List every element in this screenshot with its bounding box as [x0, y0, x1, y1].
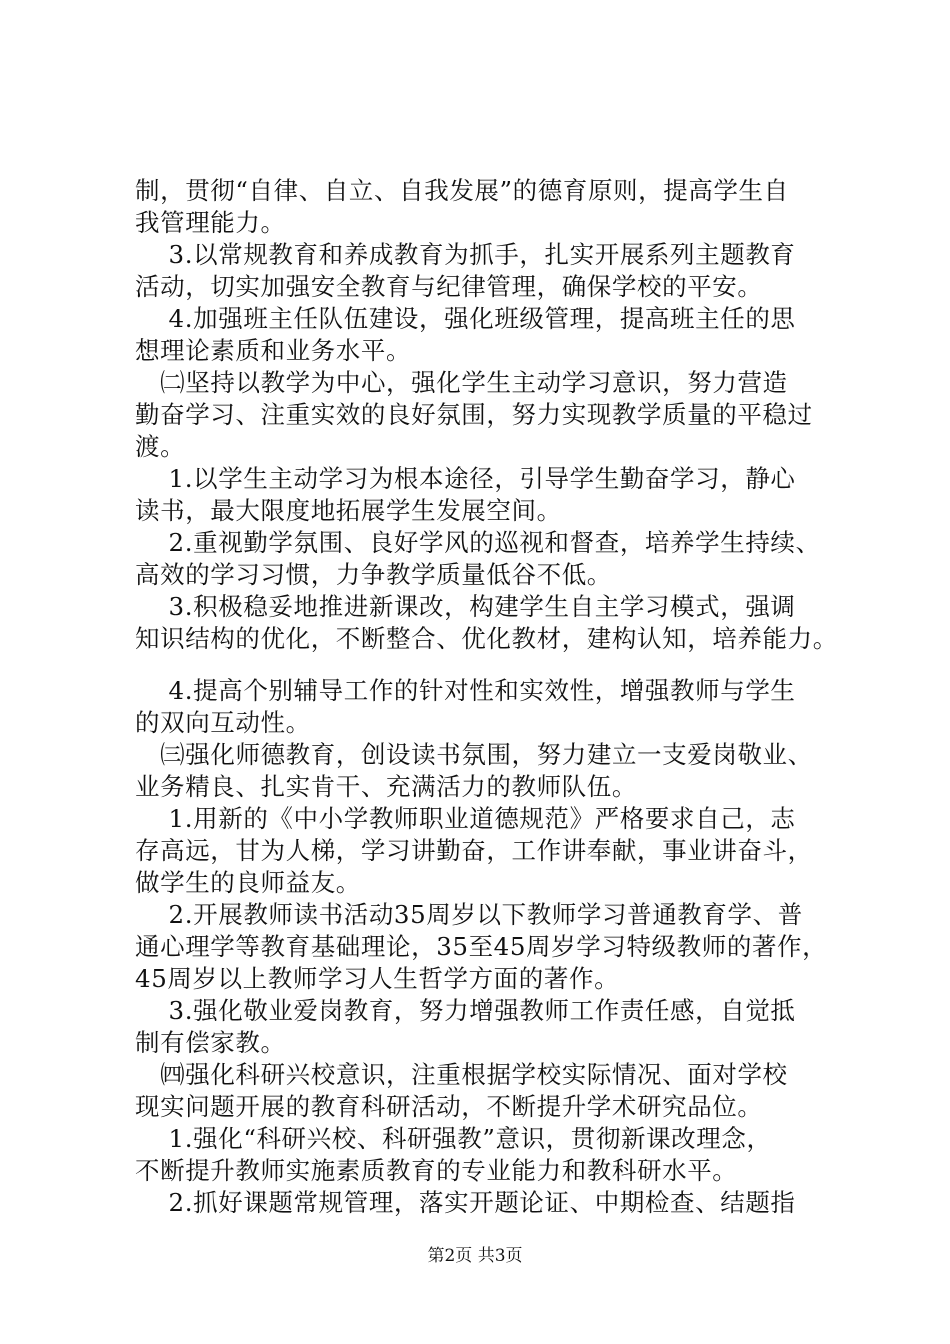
text-line: 的双向互动性。	[135, 708, 311, 737]
text-line: 知识结构的优化，不断整合、优化教材，建构认知，培养能力。	[135, 624, 838, 653]
text-line: 存高远，甘为人梯，学习讲勤奋，工作讲奉献，事业讲奋斗，	[135, 836, 813, 865]
text-line: 我管理能力。	[135, 208, 286, 237]
text-line: 2.开展教师读书活动35周岁以下教师学习普通教育学、普	[135, 900, 803, 929]
text-line: 读书，最大限度地拓展学生发展空间。	[135, 496, 562, 525]
text-line: 勤奋学习、注重实效的良好氛围，努力实现教学质量的平稳过	[135, 400, 813, 429]
text-line: 不断提升教师实施素质教育的专业能力和教科研水平。	[135, 1156, 738, 1185]
text-line: 制，贯彻“自律、自立、自我发展”的德育原则，提高学生自	[135, 176, 789, 205]
text-line: 渡。	[135, 432, 186, 461]
text-line: 1.强化“科研兴校、科研强教”意识，贯彻新课改理念，	[135, 1124, 772, 1153]
text-line: 3.强化敬业爱岗教育，努力增强教师工作责任感，自觉抵	[135, 996, 796, 1025]
text-line: 4.提高个别辅导工作的针对性和实效性，增强教师与学生	[135, 676, 796, 705]
text-line: 业务精良、扎实肯干、充满活力的教师队伍。	[135, 772, 637, 801]
text-line: 制有偿家教。	[135, 1028, 286, 1057]
text-line: 2.抓好课题常规管理，落实开题论证、中期检查、结题指	[135, 1188, 796, 1217]
text-line: 3.积极稳妥地推进新课改，构建学生自主学习模式，强调	[135, 592, 796, 621]
text-line: ㈣强化科研兴校意识，注重根据学校实际情况、面对学校	[135, 1060, 788, 1089]
text-line: 4.加强班主任队伍建设，强化班级管理，提高班主任的思	[135, 304, 796, 333]
text-line: 45周岁以上教师学习人生哲学方面的著作。	[135, 964, 620, 993]
text-line: 1.以学生主动学习为根本途径，引导学生勤奋学习，静心	[135, 464, 796, 493]
text-line: 做学生的良师益友。	[135, 868, 361, 897]
text-line: 活动，切实加强安全教育与纪律管理，确保学校的平安。	[135, 272, 763, 301]
text-line: ㈡坚持以教学为中心，强化学生主动学习意识，努力营造	[135, 368, 788, 397]
text-line: 高效的学习习惯，力争教学质量低谷不低。	[135, 560, 612, 589]
text-line: 想理论素质和业务水平。	[135, 336, 412, 365]
text-line: 2.重视勤学氛围、良好学风的巡视和督查，培养学生持续、	[135, 528, 821, 557]
text-line: ㈢强化师德教育，创设读书氛围，努力建立一支爱岗敬业、	[135, 740, 813, 769]
text-line: 3.以常规教育和养成教育为抓手，扎实开展系列主题教育	[135, 240, 796, 269]
text-line: 1.用新的《中小学教师职业道德规范》严格要求自己，志	[135, 804, 796, 833]
text-line: 现实问题开展的教育科研活动，不断提升学术研究品位。	[135, 1092, 763, 1121]
page-number-footer: 第2页 共3页	[427, 1246, 523, 1266]
text-line: 通心理学等教育基础理论，35至45周岁学习特级教师的著作，	[135, 932, 828, 961]
